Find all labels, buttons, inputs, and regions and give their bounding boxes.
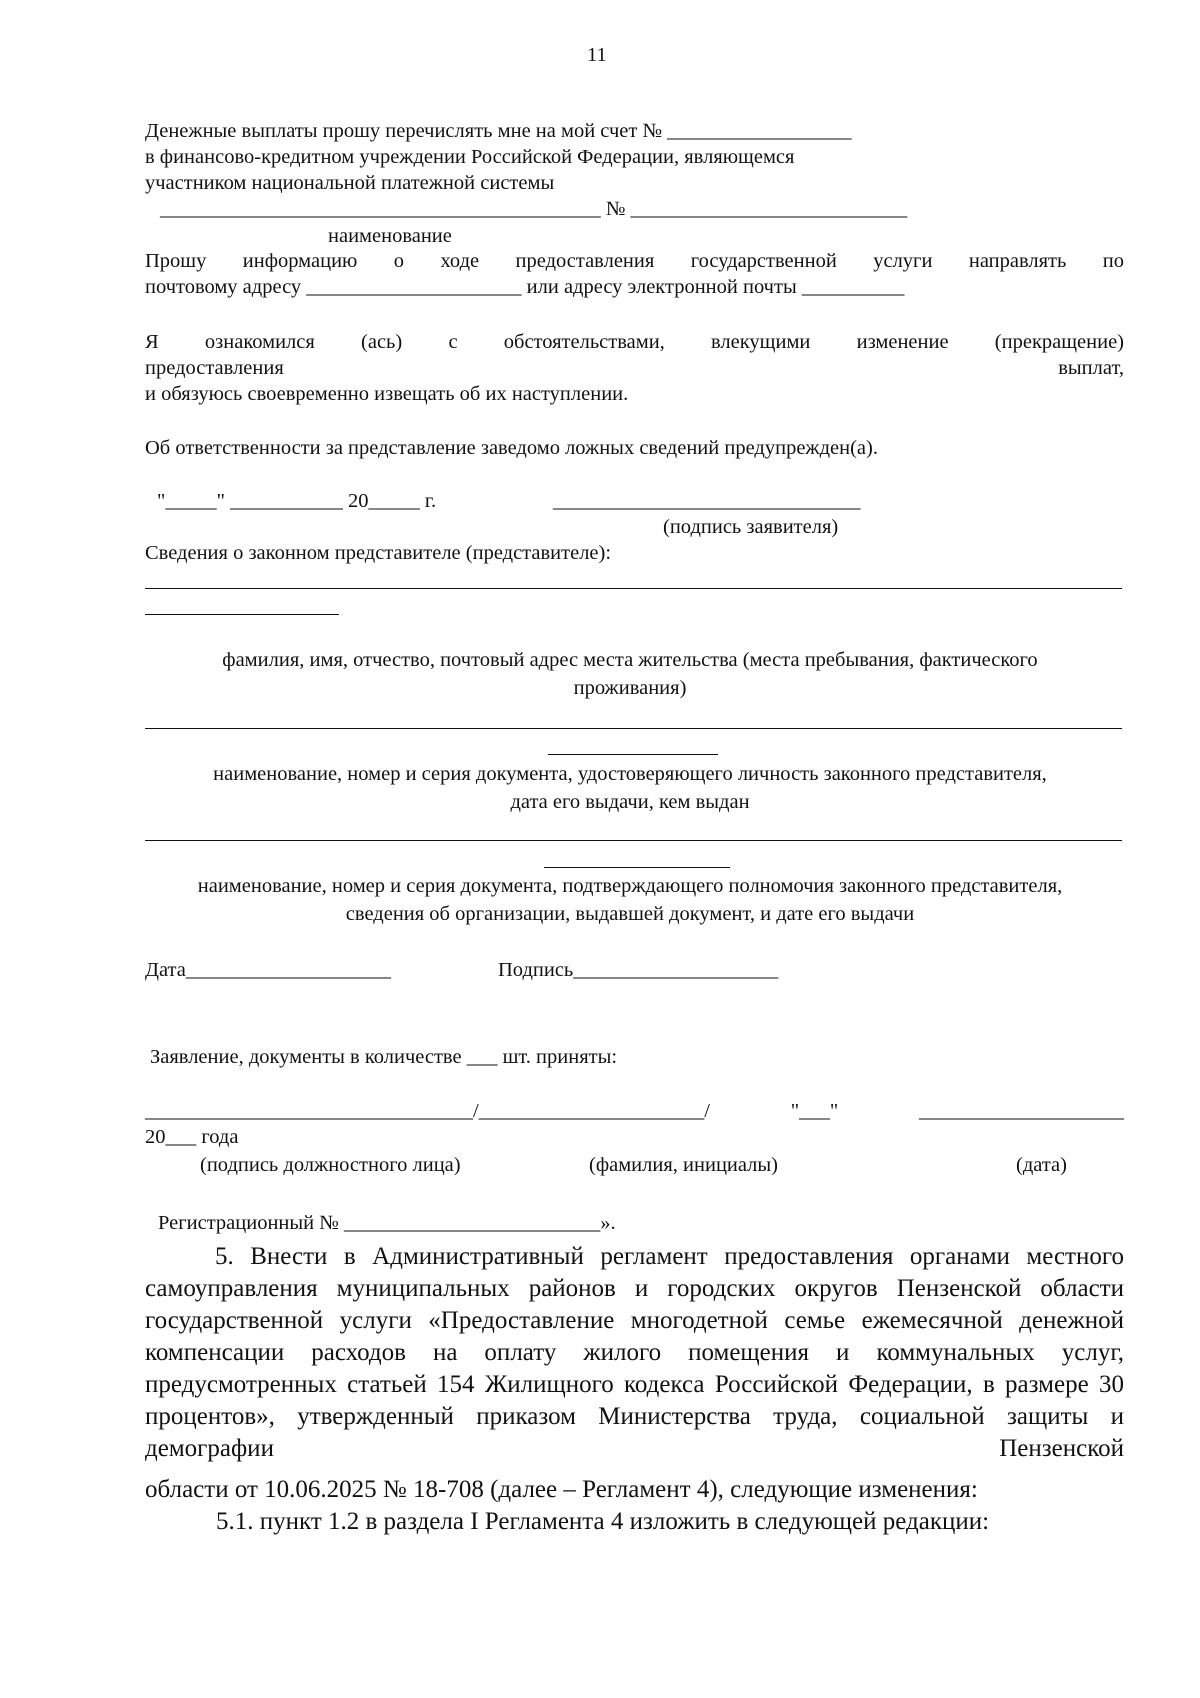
official-caption-signature: (подпись должностного лица) [200,1154,461,1176]
responsibility-line: Об ответственности за представление заведомо ложных сведений предупрежден(а). [145,437,878,459]
representative-name-line [145,588,1122,589]
payment-system-line: участником национальной платежной системы [145,172,555,194]
representative-caption-name: фамилия, имя, отчество, почтовый адрес места жительства (места пребывания, фактического проживания) [222,649,1038,699]
bank-caption: наименование [328,225,452,247]
item-5-text: 5. Внести в Административный регламент предоставления органами местного самоуправления муниципальных районов и городских округов Пензенской области государственной услуги «Предоставление многодетной семье ежемесячной денежной компенсации расходов на оплату жилого помещения и коммунальных услуг, предусмотренных статьей 154 Жилищного кодекса Российской Федерации, в размере 30 процентов», утвержденный приказом Министерства труда, социальной защиты и демографии Пензенской [145,1243,1124,1462]
year-line: 20___ года [145,1126,239,1148]
representative-authority-line-short [544,867,730,868]
familiar-line-2: предоставления выплат, [145,357,1124,379]
account-line: Денежные выплаты прошу перечислять мне на мой счет № __________________ [145,120,852,142]
representative-id-line [145,728,1122,729]
official-caption-date: (дата) [1016,1154,1067,1176]
official-caption-name: (фамилия, инициалы) [589,1154,778,1176]
representative-authority-line [145,840,1122,841]
bank-line: в финансово-кредитном учреждении Российской Федерации, являющемся [145,146,795,168]
representative-caption-authority: наименование, номер и серия документа, подтверждающего полномочия законного представителя, сведения об организации, выдавшей документ, и дате его выдачи [197,875,1063,925]
representative-id-line-short [548,754,718,755]
representative-heading: Сведения о законном представителе (представителе): [145,542,612,564]
page-number: 11 [587,44,607,66]
applicant-signature-blank: ______________________________ [553,490,861,512]
info-line-2: почтовому адресу _____________________ или адресу электронной почты __________ [145,276,905,298]
signature-field: Подпись____________________ [498,959,779,981]
registration-line: Регистрационный № _________________________». [158,1212,616,1234]
familiar-line-3: и обязуюсь своевременно извещать об их наступлении. [145,383,629,405]
applicant-signature-caption: (подпись заявителя) [663,516,839,538]
official-line: ________________________________/______________________/ "___" ____________________ [145,1100,1124,1122]
application-date-line: "_____" ___________ 20_____ г. [157,490,437,512]
item-5-paragraph [145,1241,1124,1465]
item-5-last-line: области от 10.06.2025 № 18-708 (далее – Регламент 4), следующие изменения: [145,1476,978,1503]
bank-fill-line: ___________________________________________ № ___________________________ [160,198,908,220]
info-line-1: Прошу информацию о ходе предоставления государственной услуги направлять по [145,250,1124,272]
representative-name-line-short [145,614,339,615]
date-field: Дата____________________ [145,959,391,981]
accepted-line: Заявление, документы в количестве ___ шт. приняты: [150,1046,618,1068]
representative-caption-id: наименование, номер и серия документа, удостоверяющего личность законного представителя, дата его выдачи, кем выдан [213,763,1047,813]
familiar-line-1: Я ознакомился (ась) с обстоятельствами, влекущими изменение (прекращение) [145,331,1124,353]
item-5-1-text: 5.1. пункт 1.2 в раздела I Регламента 4 изложить в следующей редакции: [216,1508,990,1535]
